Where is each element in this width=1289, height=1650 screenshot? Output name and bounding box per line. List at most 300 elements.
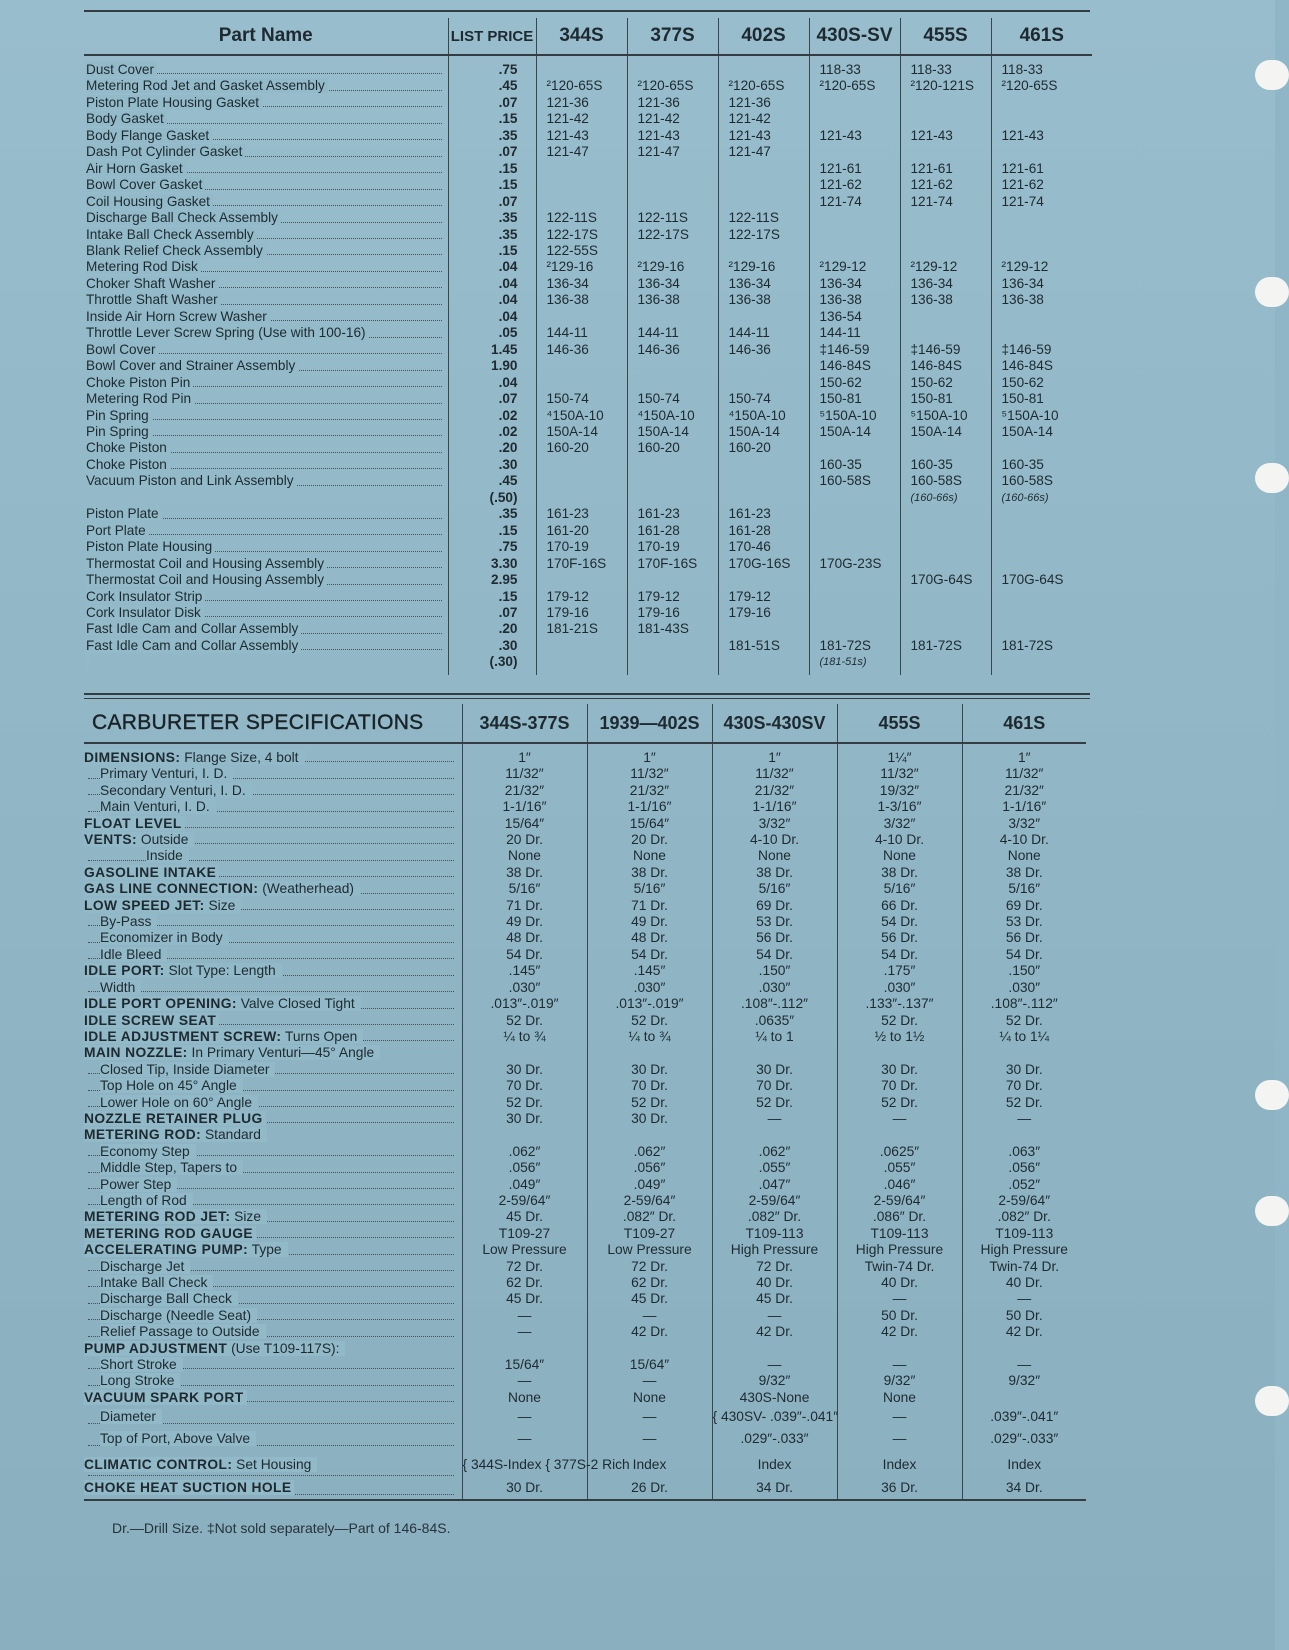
table-row bbox=[84, 1029, 1086, 1045]
spec-label bbox=[84, 750, 305, 765]
specs-header-cell: 455S bbox=[837, 704, 962, 743]
table-row bbox=[84, 1193, 1086, 1209]
table-row bbox=[84, 539, 1092, 555]
table-row bbox=[84, 743, 1086, 766]
spec-value-cell: T109-113 bbox=[995, 1225, 1054, 1241]
spec-value-cell: 1″ bbox=[587, 743, 712, 766]
spec-label-bold: GASOLINE INTAKE bbox=[84, 864, 217, 880]
part-name-label: Throttle Lever Screw Spring (Use with 100-16) bbox=[86, 325, 369, 340]
spec-value-cell: .062″ bbox=[462, 1144, 587, 1160]
spec-value-cell: 50 Dr. bbox=[837, 1308, 962, 1324]
spec-label-cell bbox=[84, 1242, 462, 1258]
part-name-label: Pin Spring bbox=[86, 408, 152, 423]
spec-label-bold: CHOKE HEAT SUCTION HOLE bbox=[84, 1480, 292, 1496]
part-name-label: Bowl Cover and Strainer Assembly bbox=[86, 358, 298, 373]
part-number-cell: 179-16 bbox=[627, 605, 718, 621]
table-row bbox=[84, 111, 1092, 127]
spec-label-text: Type bbox=[252, 1242, 285, 1257]
part-name-cell bbox=[84, 243, 448, 259]
price-cell: .15 bbox=[448, 243, 536, 259]
spec-value-cell: 20 Dr. bbox=[587, 832, 712, 848]
part-number-cell bbox=[991, 210, 1092, 226]
table-row bbox=[84, 243, 1092, 259]
part-number-cell bbox=[718, 457, 809, 473]
parts-header-cell: 402S bbox=[718, 18, 809, 55]
part-number-cell: 170F-16S bbox=[536, 556, 627, 572]
spec-label-bold: IDLE PORT: bbox=[84, 963, 165, 979]
spec-value-cell: — bbox=[712, 1111, 837, 1127]
parts-table bbox=[84, 18, 1092, 675]
spec-value-cell: 1″ bbox=[1017, 750, 1031, 765]
table-row bbox=[84, 1013, 1086, 1029]
spec-value-cell: .049″ bbox=[462, 1177, 587, 1193]
price-cell: .05 bbox=[448, 325, 536, 341]
spec-label-cell bbox=[84, 832, 462, 848]
spec-label-bold: IDLE ADJUSTMENT SCREW: bbox=[84, 1028, 282, 1044]
spec-value-cell bbox=[962, 1390, 1086, 1406]
part-number-cell: 170G-16S bbox=[718, 556, 809, 572]
binder-hole bbox=[1255, 1386, 1289, 1416]
part-name-label: Air Horn Gasket bbox=[86, 161, 186, 176]
spec-value-cell: 42 Dr. bbox=[1005, 1324, 1043, 1340]
spec-value-cell bbox=[712, 1045, 837, 1061]
spec-label-text: Long Stroke bbox=[100, 1373, 177, 1388]
parts-header-cell: 344S bbox=[536, 18, 627, 55]
spec-value-cell: 70 Dr. bbox=[1005, 1078, 1043, 1094]
spec-value-cell: None bbox=[1007, 848, 1041, 864]
part-number-cell: 160-20 bbox=[718, 440, 809, 456]
part-number-cell: 122-11S bbox=[536, 210, 627, 226]
spec-value-cell: 11/32″ bbox=[1005, 766, 1044, 782]
spec-value-cell: 45 Dr. bbox=[587, 1291, 712, 1307]
part-name-cell bbox=[84, 638, 448, 654]
spec-value-cell: 62 Dr. bbox=[587, 1275, 712, 1291]
part-number-cell: 179-12 bbox=[627, 589, 718, 605]
parts-header-cell: Part Name bbox=[84, 18, 448, 55]
part-name-cell bbox=[84, 490, 448, 506]
spec-label-text: Economizer in Body bbox=[100, 930, 226, 945]
spec-label bbox=[100, 783, 252, 798]
table-row bbox=[84, 490, 1092, 506]
parts-header-cell: 461S bbox=[991, 18, 1092, 55]
spec-value-cell bbox=[837, 1341, 962, 1357]
spec-value-cell: 38 Dr. bbox=[462, 865, 587, 881]
part-number-cell bbox=[809, 440, 900, 456]
spec-value-cell: 19/32″ bbox=[837, 783, 962, 799]
table-row bbox=[84, 259, 1092, 275]
part-number-cell: 121-62 bbox=[1001, 177, 1044, 193]
part-name-cell bbox=[84, 358, 448, 374]
spec-value-cell: ¼ to ¾ bbox=[587, 1029, 712, 1045]
part-number-cell bbox=[536, 55, 627, 78]
spec-label-text: Idle Bleed bbox=[100, 947, 164, 962]
spec-label bbox=[100, 947, 167, 962]
table-row bbox=[84, 1480, 1086, 1499]
spec-label-cell bbox=[84, 980, 462, 996]
spec-value-cell: 49 Dr. bbox=[462, 914, 587, 930]
spec-value-cell: 3/32″ bbox=[837, 816, 962, 832]
part-number-cell bbox=[991, 523, 1092, 539]
table-row bbox=[84, 408, 1092, 424]
table-row bbox=[84, 1291, 1086, 1307]
spec-label-text: Flange Size, 4 bolt bbox=[184, 750, 301, 765]
spec-value-cell: 38 Dr. bbox=[837, 865, 962, 881]
spec-value-cell: 1-1/16″ bbox=[712, 799, 837, 815]
spec-value-cell: 34 Dr. bbox=[712, 1480, 837, 1499]
part-number-cell bbox=[718, 490, 809, 506]
part-number-cell: 160-58S bbox=[900, 473, 991, 489]
spec-label-bold: VENTS: bbox=[84, 832, 137, 848]
table-row bbox=[84, 1259, 1086, 1275]
price-cell: .35 bbox=[448, 210, 536, 226]
spec-value-cell: 26 Dr. bbox=[587, 1480, 712, 1499]
price-cell: .07 bbox=[448, 391, 536, 407]
part-name-cell bbox=[84, 589, 448, 605]
part-name-label: Cork Insulator Strip bbox=[86, 589, 205, 604]
part-number-cell bbox=[991, 556, 1092, 572]
spec-label-text: Primary Venturi, I. D. bbox=[100, 766, 230, 781]
spec-label-cell bbox=[84, 1450, 462, 1480]
part-name-label: Thermostat Coil and Housing Assembly bbox=[86, 556, 327, 571]
part-number-cell bbox=[627, 375, 718, 391]
spec-value-cell: 52 Dr. bbox=[1005, 1094, 1043, 1110]
spec-value-cell: None bbox=[462, 848, 587, 864]
table-row bbox=[84, 1062, 1086, 1078]
spec-label-text: Width bbox=[100, 980, 138, 995]
parts-body bbox=[84, 55, 1092, 675]
spec-label bbox=[100, 766, 233, 781]
part-number-cell bbox=[718, 572, 809, 588]
spec-label bbox=[84, 1390, 247, 1405]
part-name-cell bbox=[84, 621, 448, 637]
part-number-cell bbox=[991, 605, 1092, 621]
spec-value-cell: 1-1/16″ bbox=[462, 799, 587, 815]
spec-label-text: Intake Ball Check bbox=[100, 1275, 210, 1290]
part-number-cell bbox=[991, 144, 1092, 160]
part-number-cell: 161-23 bbox=[627, 506, 718, 522]
price-cell: .45 bbox=[448, 473, 536, 489]
binder-hole bbox=[1255, 1080, 1289, 1110]
spec-value-cell: 50 Dr. bbox=[1005, 1307, 1043, 1323]
spec-value-cell: — bbox=[1017, 1357, 1032, 1373]
part-number-cell bbox=[809, 539, 900, 555]
part-name-label: Choke Piston bbox=[86, 440, 170, 455]
part-number-cell bbox=[536, 473, 627, 489]
spec-value-cell: 38 Dr. bbox=[712, 865, 837, 881]
spec-label bbox=[100, 1259, 190, 1274]
part-number-cell bbox=[809, 95, 900, 111]
spec-value-cell: .0635″ bbox=[712, 1013, 837, 1029]
part-number-cell bbox=[718, 161, 809, 177]
spec-value-cell: 38 Dr. bbox=[587, 865, 712, 881]
spec-label bbox=[84, 1045, 380, 1060]
divider-rule-thin bbox=[84, 698, 1090, 699]
spec-value-cell: 36 Dr. bbox=[837, 1480, 962, 1499]
part-number-cell bbox=[718, 375, 809, 391]
spec-value-cell: .049″ bbox=[587, 1177, 712, 1193]
part-number-cell: 121-62 bbox=[900, 177, 991, 193]
spec-value-cell bbox=[837, 1045, 962, 1061]
table-row bbox=[84, 638, 1092, 654]
spec-value-cell: — bbox=[462, 1308, 587, 1324]
spec-label bbox=[100, 980, 141, 995]
spec-label-text: Economy Step bbox=[100, 1144, 193, 1159]
part-name-label: Blank Relief Check Assembly bbox=[86, 243, 266, 258]
part-number-cell: 179-12 bbox=[536, 589, 627, 605]
price-cell: .20 bbox=[448, 621, 536, 637]
part-number-cell: 150-74 bbox=[718, 391, 809, 407]
part-number-cell: 121-62 bbox=[809, 177, 900, 193]
part-name-cell bbox=[84, 457, 448, 473]
spec-value-cell: .030″ bbox=[462, 980, 587, 996]
spec-value-cell: — bbox=[462, 1406, 587, 1428]
part-name-cell bbox=[84, 440, 448, 456]
part-number-cell bbox=[991, 506, 1092, 522]
part-number-cell bbox=[900, 309, 991, 325]
part-name-cell bbox=[84, 572, 448, 588]
spec-label bbox=[84, 816, 185, 831]
spec-value-cell: None bbox=[837, 848, 962, 864]
spec-value-cell bbox=[962, 1045, 1086, 1061]
spec-value-cell: 30 Dr. bbox=[712, 1062, 837, 1078]
specs-title: CARBURETER SPECIFICATIONS bbox=[84, 704, 462, 743]
spec-label bbox=[84, 1341, 345, 1356]
spec-label bbox=[100, 1177, 177, 1192]
spec-value-cell: 9/32″ bbox=[837, 1373, 962, 1389]
part-number-cell bbox=[536, 375, 627, 391]
price-cell: .02 bbox=[448, 424, 536, 440]
spec-label bbox=[84, 881, 360, 896]
spec-value-cell: 70 Dr. bbox=[712, 1078, 837, 1094]
spec-value-cell bbox=[962, 1127, 1086, 1143]
part-number-cell bbox=[900, 621, 991, 637]
part-name-cell bbox=[84, 424, 448, 440]
part-name-label: Intake Ball Check Assembly bbox=[86, 227, 257, 242]
spec-value-cell: — bbox=[587, 1308, 712, 1324]
spec-value-cell: 21/32″ bbox=[1004, 782, 1044, 798]
table-row bbox=[84, 506, 1092, 522]
spec-value-cell: .052″ bbox=[1008, 1176, 1041, 1192]
table-row bbox=[84, 1308, 1086, 1324]
table-row bbox=[84, 865, 1086, 881]
part-number-cell: ²129-12 bbox=[1001, 259, 1049, 275]
spec-label-bold: METERING ROD: bbox=[84, 1127, 202, 1143]
spec-value-cell: .030″ bbox=[837, 980, 962, 996]
spec-value-cell: .108″-.112″ bbox=[712, 996, 837, 1012]
spec-label-bold: LOW SPEED JET: bbox=[84, 897, 205, 913]
part-number-cell: 136-38 bbox=[809, 292, 900, 308]
part-number-cell: 121-74 bbox=[809, 194, 900, 210]
part-number-cell bbox=[627, 358, 718, 374]
spec-value-cell: Index bbox=[587, 1450, 712, 1480]
spec-label-text: Slot Type: Length bbox=[169, 963, 279, 978]
part-number-cell: ⁴150A-10 bbox=[536, 408, 627, 424]
spec-value-cell: .0625″ bbox=[837, 1144, 962, 1160]
part-number-cell bbox=[900, 144, 991, 160]
spec-label-cell bbox=[84, 799, 462, 815]
spec-value-cell: .030″ bbox=[1008, 979, 1041, 995]
spec-label-bold: GAS LINE CONNECTION: bbox=[84, 881, 259, 897]
part-number-cell: ²120-65S bbox=[1001, 78, 1058, 94]
spec-value-cell: { 344S-Index { 377S-2 Rich bbox=[462, 1450, 587, 1480]
spec-value-cell: .047″ bbox=[712, 1177, 837, 1193]
spec-value-cell bbox=[837, 1127, 962, 1143]
spec-value-cell: 53 Dr. bbox=[1005, 914, 1043, 930]
spec-label bbox=[84, 865, 219, 880]
binder-hole bbox=[1255, 463, 1289, 493]
spec-value-cell: 52 Dr. bbox=[587, 1095, 712, 1111]
spec-label bbox=[100, 1144, 196, 1159]
binder-hole bbox=[1255, 1196, 1289, 1226]
spec-value-cell: 42 Dr. bbox=[712, 1324, 837, 1340]
part-name-cell bbox=[84, 95, 448, 111]
part-name-cell bbox=[84, 605, 448, 621]
price-cell: .15 bbox=[448, 161, 536, 177]
spec-value-cell: — bbox=[712, 1357, 837, 1373]
price-cell: .75 bbox=[448, 539, 536, 555]
part-name-label: Body Flange Gasket bbox=[86, 128, 212, 143]
part-number-cell: 170-19 bbox=[536, 539, 627, 555]
spec-label-bold: FLOAT LEVEL bbox=[84, 815, 182, 831]
price-cell: .15 bbox=[448, 177, 536, 193]
spec-value-cell: 70 Dr. bbox=[587, 1078, 712, 1094]
part-number-cell: 160-35 bbox=[1001, 456, 1044, 472]
spec-value-cell bbox=[587, 1045, 712, 1061]
part-number-cell: 161-23 bbox=[718, 506, 809, 522]
part-number-cell: 122-17S bbox=[718, 227, 809, 243]
part-number-cell: 121-47 bbox=[627, 144, 718, 160]
table-row bbox=[84, 95, 1092, 111]
spec-value-cell: 11/32″ bbox=[587, 766, 712, 782]
part-name-cell bbox=[84, 194, 448, 210]
spec-label-text: (Weatherhead) bbox=[262, 881, 357, 896]
part-number-cell bbox=[536, 638, 627, 654]
part-number-cell: 170-19 bbox=[627, 539, 718, 555]
part-number-cell: 136-34 bbox=[1001, 275, 1044, 291]
table-row bbox=[84, 1127, 1086, 1143]
part-number-cell bbox=[991, 589, 1092, 605]
spec-label bbox=[100, 1431, 256, 1446]
spec-value-cell: T109-113 bbox=[712, 1226, 837, 1242]
spec-value-cell: 20 Dr. bbox=[462, 832, 587, 848]
part-number-cell bbox=[627, 457, 718, 473]
specs-header-cell: 430S-430SV bbox=[712, 704, 837, 743]
part-number-cell bbox=[991, 539, 1092, 555]
part-name-cell bbox=[84, 128, 448, 144]
spec-value-cell: 5/16″ bbox=[587, 881, 712, 897]
part-number-cell: 160-20 bbox=[627, 440, 718, 456]
part-name-cell bbox=[84, 111, 448, 127]
spec-value-cell: 56 Dr. bbox=[837, 930, 962, 946]
spec-value-cell: .082″ Dr. bbox=[587, 1209, 712, 1225]
spec-value-cell: 42 Dr. bbox=[587, 1324, 712, 1340]
table-row bbox=[84, 391, 1092, 407]
spec-label-cell bbox=[84, 1062, 462, 1078]
table-row bbox=[84, 848, 1086, 864]
table-row bbox=[84, 654, 1092, 674]
spec-label-text: (Use T109-117S): bbox=[231, 1341, 342, 1356]
spec-label bbox=[84, 1480, 294, 1495]
table-row bbox=[84, 1390, 1086, 1406]
part-number-cell bbox=[991, 111, 1092, 127]
part-number-cell bbox=[536, 572, 627, 588]
spec-value-cell: 30 Dr. bbox=[587, 1062, 712, 1078]
spec-value-cell: .086″ Dr. bbox=[837, 1209, 962, 1225]
part-number-cell: ‡146-59 bbox=[809, 342, 900, 358]
spec-value-cell: 70 Dr. bbox=[462, 1078, 587, 1094]
part-number-cell: 150-62 bbox=[1001, 374, 1044, 390]
binder-hole bbox=[1255, 60, 1289, 90]
part-number-cell bbox=[627, 161, 718, 177]
part-number-cell bbox=[718, 358, 809, 374]
spec-label-bold: METERING ROD JET: bbox=[84, 1209, 231, 1225]
price-cell: .02 bbox=[448, 408, 536, 424]
spec-value-cell: 30 Dr. bbox=[462, 1480, 587, 1499]
spec-value-cell: — bbox=[462, 1324, 587, 1340]
spec-label bbox=[100, 799, 216, 814]
spec-value-cell: ¼ to 1 bbox=[712, 1029, 837, 1045]
spec-value-cell: — bbox=[712, 1308, 837, 1324]
spec-value-cell: 54 Dr. bbox=[587, 947, 712, 963]
table-row bbox=[84, 457, 1092, 473]
table-row bbox=[84, 325, 1092, 341]
part-number-cell: 146-84S bbox=[1001, 358, 1053, 374]
table-row bbox=[84, 144, 1092, 160]
part-number-cell bbox=[991, 654, 1092, 674]
table-row bbox=[84, 947, 1086, 963]
part-number-cell: ⁵150A-10 bbox=[809, 408, 900, 424]
part-name-label: Pin Spring bbox=[86, 424, 152, 439]
part-name-label: Metering Rod Jet and Gasket Assembly bbox=[86, 78, 328, 93]
part-number-cell: ²120-65S bbox=[809, 78, 900, 94]
spec-label-cell bbox=[84, 1357, 462, 1373]
spec-value-cell: 40 Dr. bbox=[1005, 1275, 1043, 1290]
spec-value-cell: .030″ bbox=[587, 980, 712, 996]
spec-label-cell bbox=[84, 1275, 462, 1291]
spec-value-cell: { 430SV- .039″-.041″ bbox=[712, 1406, 837, 1428]
table-row bbox=[84, 1275, 1086, 1291]
spec-value-cell: .082″ Dr. bbox=[997, 1209, 1051, 1225]
part-name-label: Piston Plate bbox=[86, 506, 162, 521]
table-row bbox=[84, 375, 1092, 391]
spec-value-cell: 2-59/64″ bbox=[462, 1193, 587, 1209]
part-number-cell: 150A-14 bbox=[536, 424, 627, 440]
part-number-cell: 160-58S bbox=[809, 473, 900, 489]
part-number-cell: 179-12 bbox=[718, 589, 809, 605]
spec-value-cell: 45 Dr. bbox=[462, 1209, 587, 1225]
spec-label bbox=[84, 832, 194, 847]
spec-label-text: Diameter bbox=[100, 1409, 159, 1424]
price-cell: .07 bbox=[448, 144, 536, 160]
part-number-cell: 150-81 bbox=[1001, 391, 1044, 407]
table-row bbox=[84, 980, 1086, 996]
spec-value-cell: ½ to 1½ bbox=[837, 1029, 962, 1045]
part-name-cell bbox=[84, 210, 448, 226]
spec-value-cell: 4-10 Dr. bbox=[712, 832, 837, 848]
spec-value-cell: 2-59/64″ bbox=[587, 1193, 712, 1209]
part-number-cell: ‡146-59 bbox=[1001, 341, 1052, 357]
table-row bbox=[84, 881, 1086, 897]
price-cell: .35 bbox=[448, 227, 536, 243]
spec-value-cell: 4-10 Dr. bbox=[837, 832, 962, 848]
price-cell: .75 bbox=[448, 55, 536, 78]
part-number-cell: 121-43 bbox=[1001, 127, 1044, 143]
table-row bbox=[84, 194, 1092, 210]
part-number-cell bbox=[627, 243, 718, 259]
spec-label-cell bbox=[84, 930, 462, 946]
table-row bbox=[84, 799, 1086, 815]
table-row bbox=[84, 523, 1092, 539]
